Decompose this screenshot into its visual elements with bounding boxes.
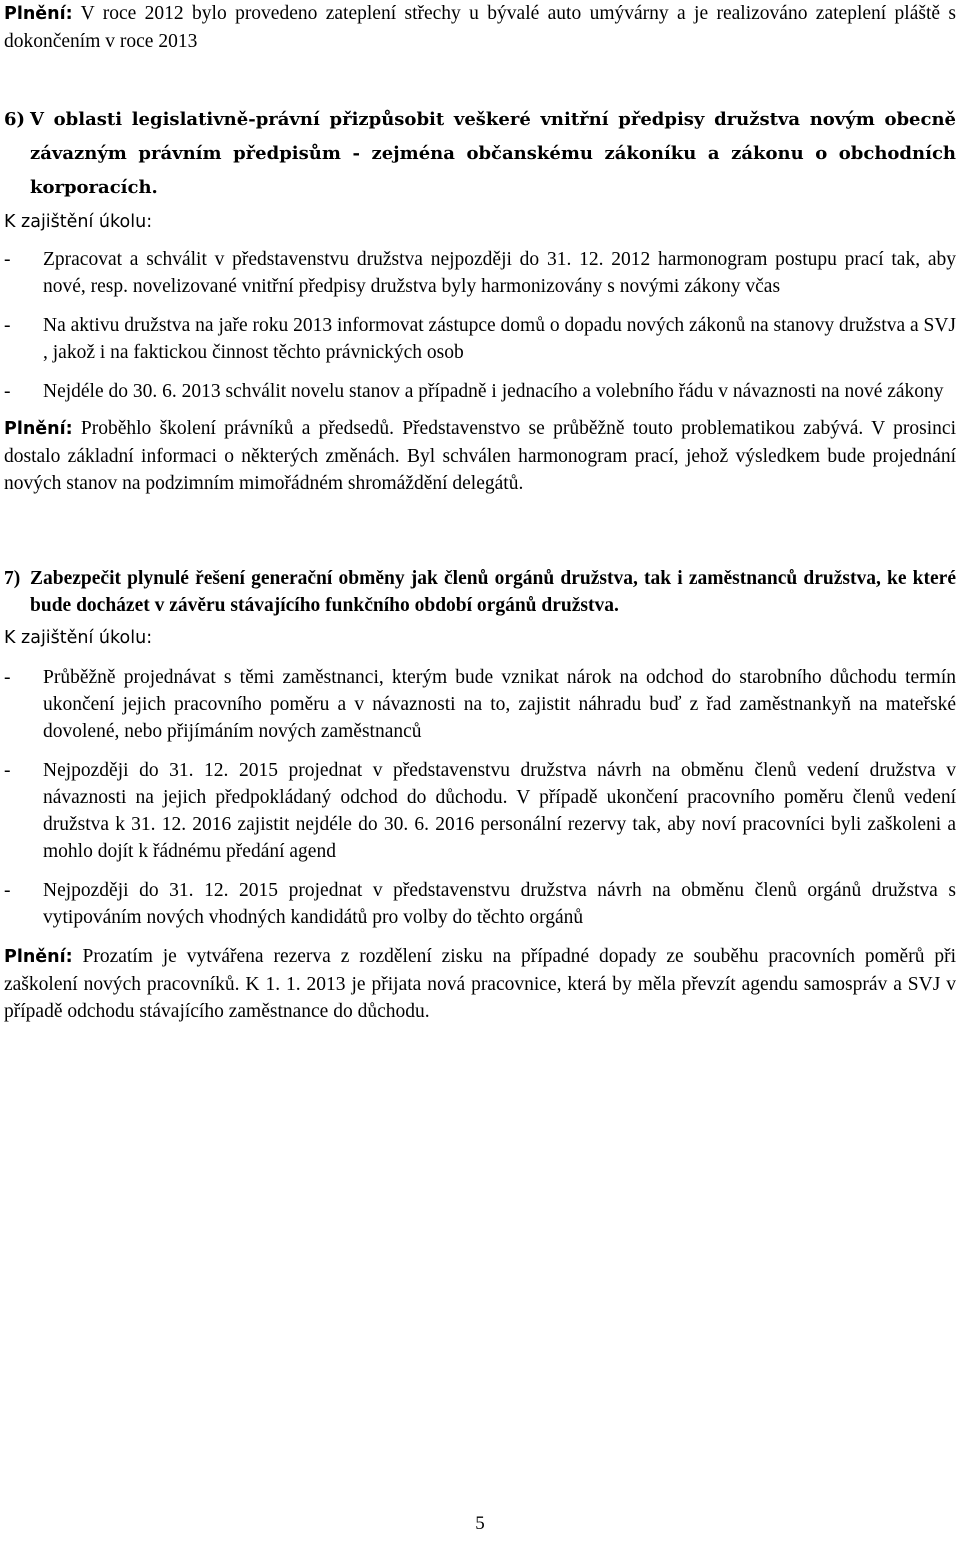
- fulfilment-label: Plnění:: [4, 419, 73, 439]
- section-title: Zabezpečit plynulé řešení generační obměny jak členů orgánů družstva, tak i zaměstnanců družstva, ke které bude docházet v závěru stávajícího funkčního období orgánů družstva.: [30, 568, 956, 616]
- list-item: - Nejdéle do 30. 6. 2013 schválit novelu stanov a případně i jednacího a volebního řádu v návaznosti na nové zákony: [4, 378, 956, 405]
- section-number: 7): [4, 568, 21, 589]
- list-item: - Nejpozději do 31. 12. 2015 projednat v představenstvu družstva návrh na obměnu členů vedení družstva v návaznosti na jejich předpokládaný odchod do důchodu. V případě ukončení pracovního poměru členů vedení družstva k 31. 12. 2016 zajistit nejdéle do 30. 6. 2016 personální rezervy tak, aby noví pracovníci byli zaškoleni a mohlo dojít k řádnému předání agend: [4, 757, 956, 865]
- fulfilment-text: Proběhlo školení právníků a předsedů. Představenstvo se průběžně touto problematikou zabývá. V prosinci dostalo základní informaci o některých změnách. Byl schválen harmonogram prací, jehož výsledkem bude projednání nových stanov na podzimním mimořádném shromáždění delegátů.: [4, 418, 956, 494]
- section-number: 6): [4, 109, 26, 130]
- fulfilment-text: Prozatím je vytvářena rezerva z rozdělení zisku na případné dopady ze souběhu pracovních poměrů při zaškolení nových pracovníků. K 1. 1. 2013 je přijata nová pracovnice, která by měla převzít agendu samospráv a SVJ v případě odchodu stávajícího zaměstnance do důchodu.: [4, 946, 956, 1022]
- fulfilment-label: Plnění:: [4, 947, 73, 967]
- list-item: - Zpracovat a schválit v představenstvu družstva nejpozději do 31. 12. 2012 harmonogram postupu prací tak, aby nové, resp. novelizované vnitřní předpisy družstva byly harmonizovány s novými zákony včas: [4, 246, 956, 300]
- section-title: V oblasti legislativně-právní přizpůsobit veškeré vnitřní předpisy družstva novým obecně závazným právním předpisům - zejména občanskému zákoníku a zákonu o obchodních korporacích.: [30, 109, 956, 198]
- list-item: - Na aktivu družstva na jaře roku 2013 informovat zástupce domů o dopadu nových zákonů na stanovy družstva a SVJ , jakož i na faktickou činnost těchto právnických osob: [4, 312, 956, 366]
- page-number: 5: [475, 1513, 485, 1534]
- fulfilment-text: V roce 2012 bylo provedeno zateplení střechy u bývalé auto umývárny a je realizováno zateplení pláště s dokončením v roce 2013: [4, 3, 956, 52]
- task-label: K zajištění úkolu:: [4, 212, 153, 232]
- section-7-heading: [4, 565, 956, 619]
- document-page: [4, 0, 956, 1025]
- list-item: - Nejpozději do 31. 12. 2015 projednat v představenstvu družstva návrh na obměnu členů orgánů družstva s vytipováním nových vhodných kandidátů pro volby do těchto orgánů: [4, 877, 956, 931]
- task-label: K zajištění úkolu:: [4, 628, 153, 648]
- paragraph-fulfilment: [4, 943, 956, 1025]
- paragraph-fulfilment-intro: [4, 0, 956, 55]
- fulfilment-label: Plnění:: [4, 4, 73, 24]
- paragraph-fulfilment: [4, 415, 956, 497]
- section-6-heading: [4, 103, 956, 205]
- list-item: - Průběžně projednávat s těmi zaměstnanci, kterým bude vznikat nárok na odchod do starobního důchodu termín ukončení jejich pracovního poměru a v návaznosti na to, zajistit náhradu buď z řad zaměstnankyň na mateřské dovolené, nebo přijímáním nových zaměstnanců: [4, 664, 956, 745]
